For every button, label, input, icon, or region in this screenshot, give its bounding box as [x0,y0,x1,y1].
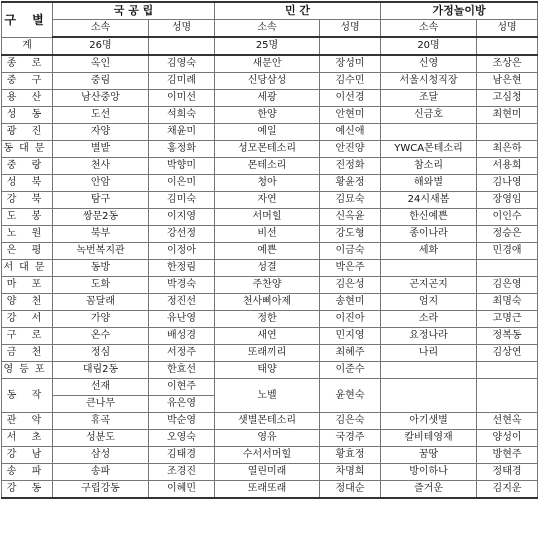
private-name-cell: 장성미 [320,55,381,73]
home-name-cell: 서용희 [477,158,538,175]
private-name-cell: 신옥윤 [320,209,381,226]
table-row [2,107,538,124]
home-name-cell: 선현옥 [477,413,538,430]
home-affiliation-cell: 방이하나 [381,464,477,481]
public-affiliation-cell: 꼼달래 [53,294,149,311]
home-affiliation-cell: 신영 [381,55,477,73]
childcare-staff-table [1,1,538,499]
total-cell: 26명 [53,37,149,55]
public-name-cell: 이지영 [149,209,215,226]
public-affiliation-cell: 천사 [53,158,149,175]
private-name-cell: 황윤정 [320,175,381,192]
sub-header-name: 성명 [149,20,215,38]
public-affiliation-cell: 정심 [53,345,149,362]
public-affiliation-cell: 온수 [53,328,149,345]
public-affiliation-cell: 대림2동 [53,362,149,379]
gu-name-cell: 서대문 [2,260,53,277]
public-affiliation-cell: 휴곡 [53,413,149,430]
table-row [2,277,538,294]
gu-name-cell: 동대문 [2,141,53,158]
gu-name-cell: 송 파 [2,464,53,481]
public-name-cell: 강선정 [149,226,215,243]
home-affiliation-cell: 즐거운 [381,481,477,499]
gu-name-cell: 강 서 [2,311,53,328]
public-affiliation-cell: 북부 [53,226,149,243]
public-name-cell: 한효선 [149,362,215,379]
public-name-cell: 김영숙 [149,55,215,73]
private-affiliation-cell: 정한 [215,311,320,328]
table-row [2,413,538,430]
private-affiliation-cell: 성결 [215,260,320,277]
private-name-cell: 김묘숙 [320,192,381,209]
public-affiliation-cell: 탐구 [53,192,149,209]
home-name-cell: 정태경 [477,464,538,481]
table-row [2,260,538,277]
private-name-cell: 차명희 [320,464,381,481]
public-affiliation-cell: 삼성 [53,447,149,464]
sub-header-affiliation: 소속 [381,20,477,38]
public-name-cell: 정진선 [149,294,215,311]
gu-name-cell: 서 초 [2,430,53,447]
home-name-cell: 김나영 [477,175,538,192]
home-affiliation-cell: 24시새봄 [381,192,477,209]
public-name-cell: 한정림 [149,260,215,277]
table-row [2,464,538,481]
private-name-cell: 황효정 [320,447,381,464]
home-affiliation-cell: 나리 [381,345,477,362]
home-affiliation-cell [381,362,477,379]
table-row [2,73,538,90]
home-name-cell: 이인수 [477,209,538,226]
group-header-private: 민 간 [215,2,381,20]
public-affiliation-cell: 구립강동 [53,481,149,499]
private-affiliation-cell: 주찬양 [215,277,320,294]
table-row [2,447,538,464]
gu-name-cell: 노 원 [2,226,53,243]
sub-header-affiliation: 소속 [215,20,320,38]
public-affiliation-cell: 동방 [53,260,149,277]
private-name-cell: 예신애 [320,124,381,141]
sub-header-name: 성명 [477,20,538,38]
gu-name-cell: 용 산 [2,90,53,107]
home-name-cell: 장영임 [477,192,538,209]
private-name-cell: 이진아 [320,311,381,328]
home-name-cell: 정승은 [477,226,538,243]
table-row [2,481,538,499]
table-row [2,243,538,260]
home-affiliation-cell: 조달 [381,90,477,107]
public-name-cell: 박경숙 [149,277,215,294]
table-row [2,328,538,345]
table-row [2,90,538,107]
private-affiliation-cell: 노벨 [215,379,320,413]
private-affiliation-cell: 예일 [215,124,320,141]
gu-name-cell: 동 작 [2,379,53,413]
group-header-home: 가정놀이방 [381,2,538,20]
table-row [2,175,538,192]
private-affiliation-cell: 영유 [215,430,320,447]
private-affiliation-cell: 태양 [215,362,320,379]
home-affiliation-cell: 참소리 [381,158,477,175]
table-row [2,294,538,311]
private-affiliation-cell: 샛별몬테소리 [215,413,320,430]
private-affiliation-cell: 청아 [215,175,320,192]
private-affiliation-cell: 또래또래 [215,481,320,499]
private-affiliation-cell: 서머힐 [215,209,320,226]
table-row [2,158,538,175]
public-name-cell: 박향미 [149,158,215,175]
table-row [2,430,538,447]
home-name-cell: 방현주 [477,447,538,464]
table-row [2,55,538,73]
public-name-cell: 김태경 [149,447,215,464]
gu-name-cell: 강 남 [2,447,53,464]
home-name-cell: 남은현 [477,73,538,90]
private-affiliation-cell: 새문안 [215,55,320,73]
home-affiliation-cell [381,124,477,141]
private-name-cell: 강도형 [320,226,381,243]
private-affiliation-cell: 예쁜 [215,243,320,260]
public-name-cell: 이혜민 [149,481,215,499]
home-name-cell: 최명숙 [477,294,538,311]
home-affiliation-cell: 세화 [381,243,477,260]
sub-header-row [2,20,538,38]
public-name-cell: 석희숙 [149,107,215,124]
table-row [2,209,538,226]
gu-name-cell: 종 로 [2,55,53,73]
gu-name-cell: 은 평 [2,243,53,260]
gu-name-cell: 강 동 [2,481,53,499]
public-affiliation-cell: 도화 [53,277,149,294]
home-name-cell: 고심청 [477,90,538,107]
gu-name-cell: 도 봉 [2,209,53,226]
public-name-cell: 서정주 [149,345,215,362]
home-affiliation-cell [381,260,477,277]
gu-name-cell: 성 북 [2,175,53,192]
private-name-cell: 국경주 [320,430,381,447]
private-name-cell: 김은성 [320,277,381,294]
private-name-cell: 김은숙 [320,413,381,430]
private-name-cell: 안현미 [320,107,381,124]
private-name-cell: 정대순 [320,481,381,499]
home-affiliation-cell: 종이나라 [381,226,477,243]
private-name-cell: 이준수 [320,362,381,379]
home-name-cell [477,124,538,141]
home-affiliation-cell: 곤지곤지 [381,277,477,294]
table-row [2,124,538,141]
private-affiliation-cell: 신당삼성 [215,73,320,90]
private-affiliation-cell: 몬테소리 [215,158,320,175]
private-affiliation-cell: 성모몬테소리 [215,141,320,158]
public-affiliation-cell: 중림 [53,73,149,90]
gu-name-cell: 구 로 [2,328,53,345]
private-name-cell: 박은주 [320,260,381,277]
public-name-cell: 김미숙 [149,192,215,209]
total-cell: 25명 [215,37,320,55]
private-affiliation-cell: 한양 [215,107,320,124]
private-name-cell: 김수민 [320,73,381,90]
public-name-cell: 김미례 [149,73,215,90]
total-cell [149,37,215,55]
public-affiliation-cell: 안암 [53,175,149,192]
gu-name-cell: 영등포 [2,362,53,379]
group-header-public: 국 공 립 [53,2,215,20]
public-name-cell: 배성경 [149,328,215,345]
table-row [2,141,538,158]
public-affiliation-cell: 옥인 [53,55,149,73]
sub-header-affiliation: 소속 [53,20,149,38]
gu-name-cell: 금 천 [2,345,53,362]
public-name-cell: 유난영 [149,311,215,328]
private-affiliation-cell: 천사삐아제 [215,294,320,311]
public-name-cell: 홍정화 [149,141,215,158]
gu-header: 구 별 [2,2,53,37]
total-cell: 20명 [381,37,477,55]
public-affiliation-cell: 별밭 [53,141,149,158]
public-affiliation-cell: 큰나무 [53,396,149,413]
home-name-cell: 최현미 [477,107,538,124]
public-name-cell: 이미선 [149,90,215,107]
private-name-cell: 최혜주 [320,345,381,362]
home-affiliation-cell: 신금호 [381,107,477,124]
home-affiliation-cell: 아기샛별 [381,413,477,430]
gu-name-cell: 양 천 [2,294,53,311]
home-name-cell: 조상은 [477,55,538,73]
home-affiliation-cell: 꿈땅 [381,447,477,464]
public-name-cell: 조경진 [149,464,215,481]
home-affiliation-cell: 서울시청직장 [381,73,477,90]
gu-name-cell: 관 악 [2,413,53,430]
private-affiliation-cell: 새연 [215,328,320,345]
public-name-cell: 채윤미 [149,124,215,141]
home-name-cell: 김은영 [477,277,538,294]
home-name-cell [477,260,538,277]
home-name-cell: 양성이 [477,430,538,447]
private-affiliation-cell: 열린미래 [215,464,320,481]
public-affiliation-cell: 가양 [53,311,149,328]
private-name-cell: 진정화 [320,158,381,175]
public-name-cell: 이은미 [149,175,215,192]
home-affiliation-cell: 해와별 [381,175,477,192]
home-name-cell: 김상연 [477,345,538,362]
gu-name-cell: 중 랑 [2,158,53,175]
private-name-cell: 이금숙 [320,243,381,260]
public-affiliation-cell: 남산중앙 [53,90,149,107]
private-name-cell: 송현미 [320,294,381,311]
home-name-cell: 최은하 [477,141,538,158]
public-affiliation-cell: 자양 [53,124,149,141]
private-affiliation-cell: 또래끼리 [215,345,320,362]
total-label: 계 [2,37,53,55]
table-row [2,362,538,379]
public-affiliation-cell: 녹번복지관 [53,243,149,260]
home-name-cell: 정복동 [477,328,538,345]
home-name-cell: 김지운 [477,481,538,499]
gu-name-cell: 마 포 [2,277,53,294]
home-affiliation-cell: 칼비테영재 [381,430,477,447]
home-affiliation-cell: 엄지 [381,294,477,311]
private-affiliation-cell: 자연 [215,192,320,209]
table-row [2,226,538,243]
private-name-cell: 윤현숙 [320,379,381,413]
public-name-cell: 박순영 [149,413,215,430]
private-name-cell: 이선경 [320,90,381,107]
gu-name-cell: 성 동 [2,107,53,124]
total-cell [477,37,538,55]
table-row [2,311,538,328]
home-affiliation-cell: 요정나라 [381,328,477,345]
private-name-cell: 안진양 [320,141,381,158]
home-affiliation-cell: 소라 [381,311,477,328]
public-affiliation-cell: 선재 [53,379,149,396]
home-affiliation-cell [381,379,477,413]
private-name-cell: 민지영 [320,328,381,345]
home-name-cell: 고명근 [477,311,538,328]
public-affiliation-cell: 쌍문2동 [53,209,149,226]
public-name-cell: 이정아 [149,243,215,260]
home-affiliation-cell: YWCA몬테소리 [381,141,477,158]
public-name-cell: 오영숙 [149,430,215,447]
public-name-cell: 유은영 [149,396,215,413]
group-header-row [2,2,538,20]
gu-name-cell: 강 북 [2,192,53,209]
public-affiliation-cell: 도선 [53,107,149,124]
home-affiliation-cell: 한신예쁜 [381,209,477,226]
public-affiliation-cell: 송파 [53,464,149,481]
table-row [2,345,538,362]
private-affiliation-cell: 수서서머힐 [215,447,320,464]
total-cell [320,37,381,55]
private-affiliation-cell: 비선 [215,226,320,243]
sub-header-name: 성명 [320,20,381,38]
home-name-cell [477,362,538,379]
table-row [2,379,538,396]
gu-name-cell: 중 구 [2,73,53,90]
total-row [2,37,538,55]
public-affiliation-cell: 성분도 [53,430,149,447]
public-name-cell: 이현주 [149,379,215,396]
private-affiliation-cell: 세광 [215,90,320,107]
table-row [2,192,538,209]
home-name-cell: 민경애 [477,243,538,260]
gu-name-cell: 광 진 [2,124,53,141]
home-name-cell [477,379,538,413]
